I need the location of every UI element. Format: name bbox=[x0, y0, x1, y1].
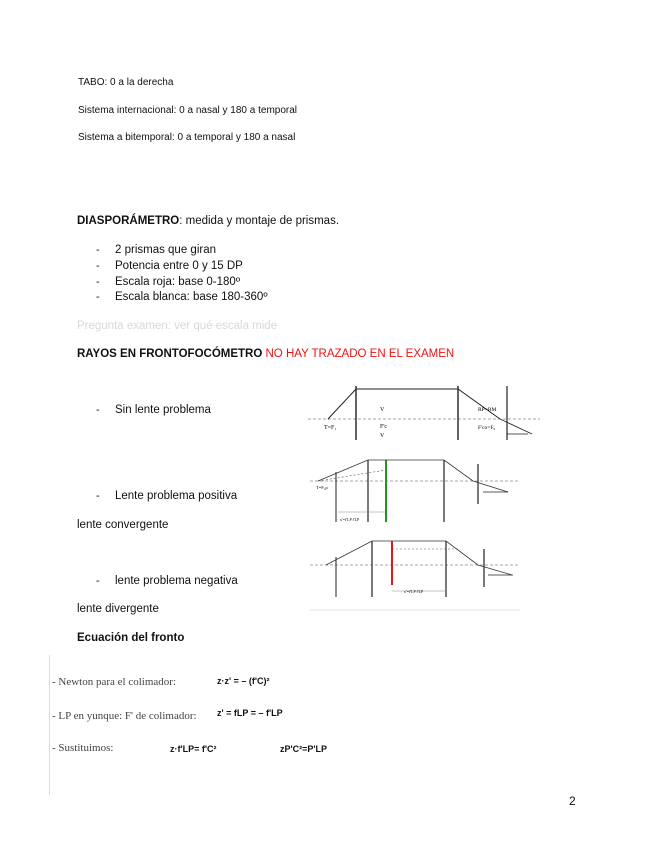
label-fc: F'c bbox=[380, 424, 388, 430]
ecuacion-title: Ecuación del fronto bbox=[77, 632, 185, 644]
bullet-dash: - bbox=[96, 404, 100, 416]
ray-path-lower bbox=[500, 419, 532, 434]
label-v: V bbox=[380, 407, 385, 413]
ray-diagram-negative-lens bbox=[308, 535, 523, 613]
lp-formula: z' = fLP = – f'LP bbox=[217, 708, 283, 718]
ray-path-upper bbox=[328, 389, 500, 419]
ray-diagram-positive-lens bbox=[308, 452, 523, 527]
bullet-dash: - bbox=[96, 244, 100, 256]
sustituimos-formula: z·f'LP= f'C² bbox=[170, 744, 217, 754]
bullet-dash: - bbox=[96, 575, 100, 587]
diasporametro-title: DIASPORÁMETRO bbox=[77, 215, 180, 227]
bullet-dash: - bbox=[96, 260, 100, 272]
newton-formula: z·z' = – (f'C)² bbox=[217, 676, 270, 686]
case-label: lente problema negativa bbox=[115, 575, 238, 587]
diasporametro-item: Escala roja: base 0-180º bbox=[115, 276, 241, 288]
sustituimos-formula-2: zP'C²=P'LP bbox=[280, 744, 328, 754]
ray-diagram-no-lens bbox=[300, 378, 545, 443]
ray-dashed bbox=[318, 470, 386, 481]
diasporametro-item: Escala blanca: base 180-360º bbox=[115, 291, 268, 303]
sustituimos-label: - Sustituimos: bbox=[52, 742, 114, 754]
exam-note: Pregunta examen: ver qué escala mide bbox=[77, 320, 278, 332]
label-rp-rm: RP=RM bbox=[478, 407, 497, 413]
case-sublabel: lente convergente bbox=[77, 519, 169, 531]
bullet-dash: - bbox=[96, 276, 100, 288]
diasporametro-item: 2 prismas que giran bbox=[115, 244, 216, 256]
diasporametro-item: Potencia entre 0 y 15 DP bbox=[115, 260, 243, 272]
case-label: Sin lente problema bbox=[115, 404, 211, 416]
label-t-fp: T=F₁p bbox=[316, 485, 328, 490]
page-number: 2 bbox=[569, 794, 576, 808]
left-rule bbox=[49, 655, 50, 795]
ray-path bbox=[318, 460, 508, 492]
label-distance: x'=f'LP f'LP bbox=[404, 589, 424, 594]
sistema-internacional-line: Sistema internacional: 0 a nasal y 180 a temporal bbox=[78, 105, 298, 116]
label-t-f1: T=F₁ bbox=[324, 425, 337, 431]
lp-label: - LP en yunque: F' de colimador: bbox=[52, 710, 197, 722]
label-fco: F'co=F₀ bbox=[478, 425, 496, 431]
tabo-line: TABO: 0 a la derecha bbox=[78, 77, 174, 88]
rayos-warning: NO HAY TRAZADO EN EL EXAMEN bbox=[265, 348, 455, 360]
bullet-dash: - bbox=[96, 291, 100, 303]
rayos-title: RAYOS EN FRONTOFOCÓMETRO bbox=[77, 348, 263, 360]
diasporametro-heading bbox=[77, 215, 339, 227]
label-distance: x'=f'LP f'LP bbox=[340, 517, 360, 522]
label-v-lower: V bbox=[380, 433, 385, 439]
rayos-heading bbox=[77, 348, 454, 360]
case-label: Lente problema positiva bbox=[115, 490, 238, 502]
case-sublabel: lente divergente bbox=[77, 603, 159, 615]
sistema-bitemporal-line: Sistema a bitemporal: 0 a temporal y 180 a nasal bbox=[78, 132, 296, 143]
newton-label: - Newton para el colimador: bbox=[52, 676, 177, 688]
diasporametro-desc: : medida y montaje de prismas. bbox=[179, 215, 340, 227]
bullet-dash: - bbox=[96, 490, 100, 502]
